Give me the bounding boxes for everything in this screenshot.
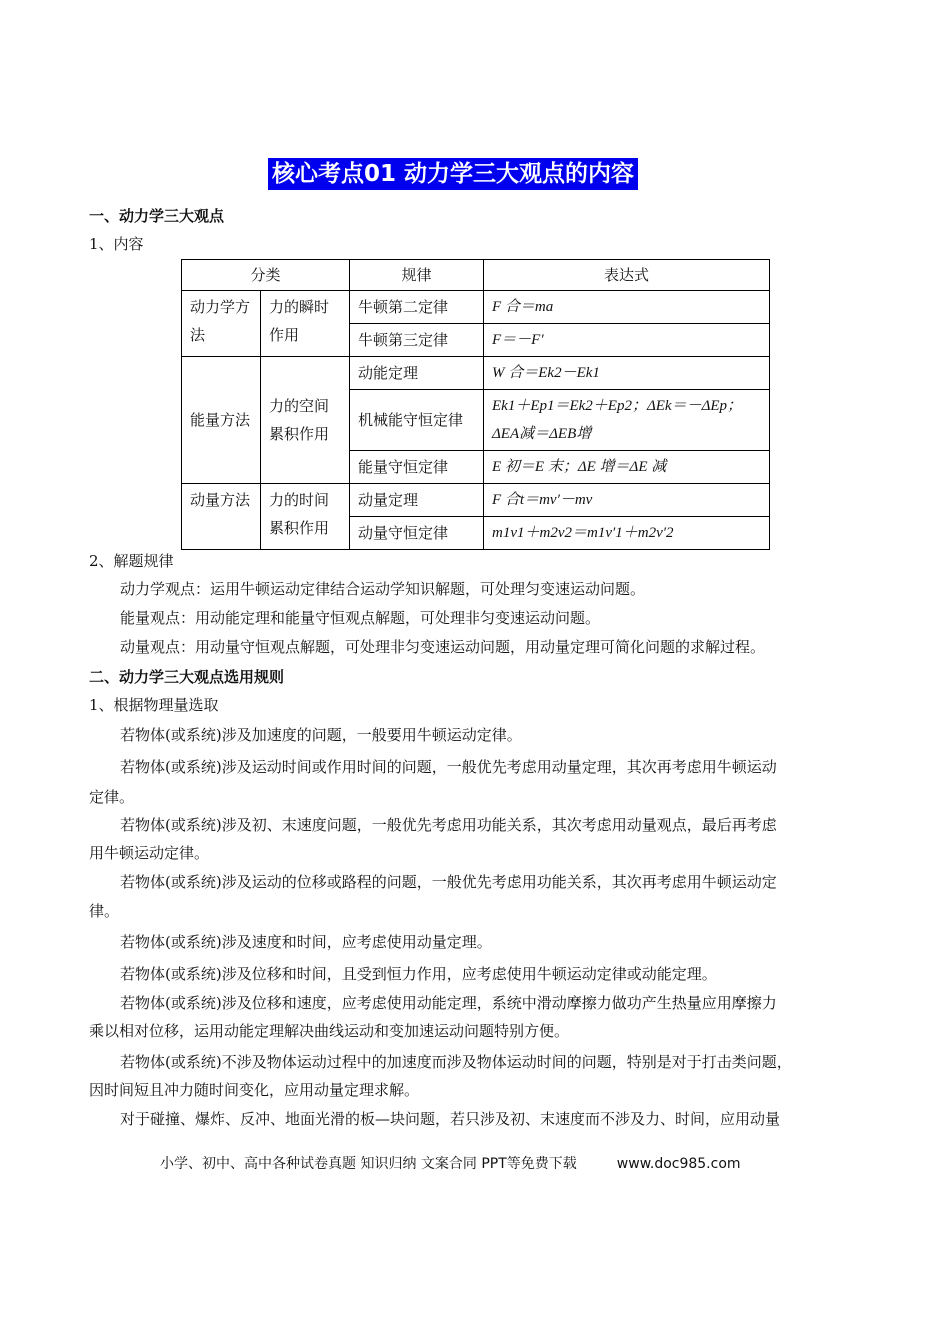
footer-text: 小学、初中、高中各种试卷真题 知识归纳 文案合同 PPT等免费下载 (160, 1156, 577, 1172)
expression-cell: Ek1＋Ep1＝Ek2＋Ep2；ΔEk＝－ΔEp；ΔEA减＝ΔEB增 (484, 390, 770, 451)
law-cell: 动量定理 (350, 484, 484, 517)
expression-cell: E 初＝E 末；ΔE 增＝ΔE 减 (484, 451, 770, 484)
rule-momentum: 动量观点：用动量守恒观点解题，可处理非匀变速运动问题，用动量定理可简化问题的求解过程。 (120, 638, 766, 656)
paragraph-line: 若物体(或系统)涉及初、末速度问题，一般优先考虑用功能关系，其次考虑用动量观点，最后再考虑 (120, 816, 777, 834)
subheading-content: 1、内容 (89, 235, 144, 253)
effect-cell: 力的瞬时作用 (261, 291, 350, 357)
paragraph-line: 乘以相对位移，运用动能定理解决曲线运动和变加速运动问题特别方便。 (89, 1022, 570, 1040)
footer-url[interactable]: www.doc985.com (616, 1156, 741, 1172)
laws-table (181, 259, 770, 550)
page-title: 核心考点01 动力学三大观点的内容 (268, 158, 638, 190)
paragraph-line: 律。 (89, 902, 120, 920)
paragraph-line: 若物体(或系统)涉及速度和时间，应考虑使用动量定理。 (120, 933, 492, 951)
paragraph-line: 若物体(或系统)不涉及物体运动过程中的加速度而涉及物体运动时间的问题，特别是对于打击类问题， (120, 1053, 792, 1071)
expression-cell: F 合t＝mv′－mv (484, 484, 770, 517)
paragraph-line: 若物体(或系统)涉及位移和速度，应考虑使用动能定理，系统中滑动摩擦力做功产生热量应用摩擦力 (120, 994, 777, 1012)
effect-cell: 力的时间累积作用 (261, 484, 350, 550)
footer (160, 1153, 741, 1173)
law-cell: 牛顿第三定律 (350, 324, 484, 357)
law-cell: 牛顿第二定律 (350, 291, 484, 324)
method-cell: 动力学方法 (182, 291, 261, 357)
law-cell: 动量守恒定律 (350, 517, 484, 550)
paragraph-line: 用牛顿运动定律。 (89, 844, 210, 862)
paragraph-line: 若物体(或系统)涉及加速度的问题，一般要用牛顿运动定律。 (120, 726, 522, 744)
rule-dynamics: 动力学观点：运用牛顿运动定律结合运动学知识解题，可处理匀变速运动问题。 (120, 580, 646, 598)
expression-cell: W 合＝Ek2－Ek1 (484, 357, 770, 390)
section-heading-1: 一、动力学三大观点 (89, 207, 225, 225)
law-cell: 能量守恒定律 (350, 451, 484, 484)
paragraph-line: 因时间短且冲力随时间变化，应用动量定理求解。 (89, 1081, 420, 1099)
expression-cell: F 合＝ma (484, 291, 770, 324)
section-heading-2: 二、动力学三大观点选用规则 (89, 668, 285, 686)
paragraph-line: 对于碰撞、爆炸、反冲、地面光滑的板—块问题，若只涉及初、末速度而不涉及力、时间，应用动量 (120, 1110, 781, 1128)
paragraph-line: 若物体(或系统)涉及运动的位移或路程的问题，一般优先考虑用功能关系，其次再考虑用牛顿运动定 (120, 873, 777, 891)
header-law: 规律 (350, 260, 484, 291)
law-cell: 机械能守恒定律 (350, 390, 484, 451)
header-expression: 表达式 (484, 260, 770, 291)
expression-cell: m1v1＋m2v2＝m1v′1＋m2v′2 (484, 517, 770, 550)
effect-cell: 力的空间累积作用 (261, 357, 350, 484)
paragraph-line: 若物体(或系统)涉及位移和时间，且受到恒力作用，应考虑使用牛顿运动定律或动能定理。 (120, 965, 717, 983)
subheading-rules: 2、解题规律 (89, 552, 174, 570)
header-category: 分类 (182, 260, 350, 291)
rule-energy: 能量观点：用动能定理和能量守恒观点解题，可处理非匀变速运动问题。 (120, 609, 601, 627)
subheading-quantity: 1、根据物理量选取 (89, 696, 219, 714)
paragraph-line: 若物体(或系统)涉及运动时间或作用时间的问题，一般优先考虑用动量定理，其次再考虑用牛顿运动 (120, 758, 777, 776)
method-cell: 能量方法 (182, 357, 261, 484)
law-cell: 动能定理 (350, 357, 484, 390)
paragraph-line: 定律。 (89, 788, 135, 806)
expression-cell: F＝－F′ (484, 324, 770, 357)
method-cell: 动量方法 (182, 484, 261, 550)
